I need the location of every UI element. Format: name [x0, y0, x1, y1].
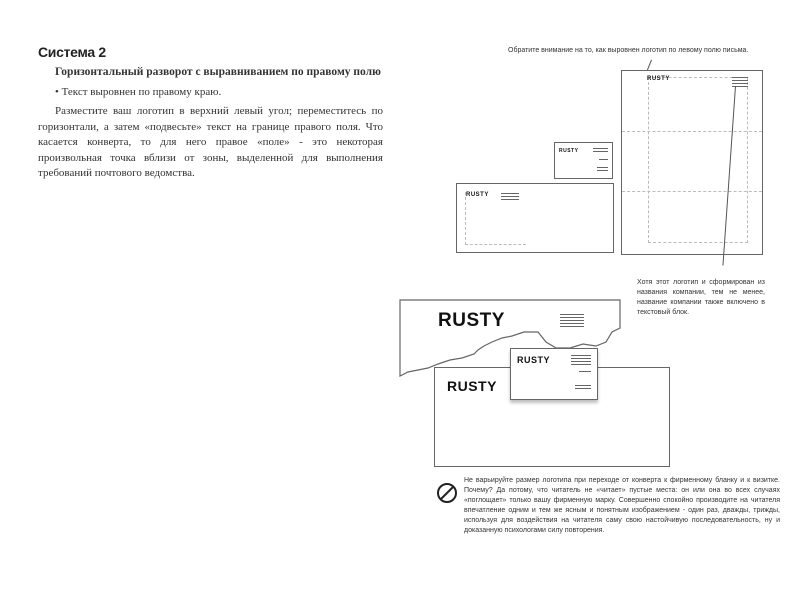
card-phone-large: [579, 371, 591, 373]
card-address-small: [593, 148, 608, 154]
envelope-logo-large: RUSTY: [447, 378, 497, 394]
body-paragraph: Разместите ваш логотип в верхний левый угол; переместитесь по горизонтали, а затем «подвесьте» текст на границе правого поля. Что касается конверта, то для него правое «поле» - это некоторая произвольная точка вблизи от зоны, выделенной для выполнения требований почтового ведомства.: [38, 105, 383, 179]
letterhead-logo: RUSTY: [647, 76, 670, 82]
fold-line-2: [622, 191, 762, 192]
envelope-small: [456, 183, 614, 253]
card-phone-small: [599, 159, 608, 161]
caption-middle: Хотя этот логотип и сформирован из названия компании, тем не менее, название компании также включено в текстовый блок.: [637, 279, 765, 316]
card-logo-small: RUSTY: [559, 148, 579, 154]
caption-bottom: Не варьируйте размер логотипа при переходе от конверта к фирменному бланку и к визитке. Почему? Да потому, что читатель не «читает» пустые места: он или она во всех случаях «поглощает» только вашу фирменную марку. Совершенно спокойно производите на читателя впечатление одним и тем же ясным и понятным изображением - один раз, дважды, трижды, используя для воздействия на читателя саму свою настойчивую последовательность, ну и доказанную психологами силу повторения.: [464, 477, 780, 534]
fold-line-1: [622, 131, 762, 132]
torn-letterhead-logo: RUSTY: [438, 310, 505, 331]
torn-letterhead-address: [560, 314, 584, 328]
caption-top: Обратите внимание на то, как выровнен логотип по левому полю письма.: [508, 47, 749, 54]
section-title: Система 2: [38, 44, 106, 60]
bullet-item: [55, 86, 221, 98]
card-address-large: [571, 355, 591, 365]
section-subtitle: Горизонтальный разворот с выравниванием по правому полю: [55, 66, 381, 78]
prohibition-icon: [437, 483, 457, 503]
card-name-large: [575, 385, 591, 391]
envelope-address-small: [501, 193, 519, 200]
letterhead-sheet: [621, 70, 763, 255]
bullet-marker: •: [55, 86, 59, 98]
business-card-large: [510, 348, 598, 400]
card-name-small: [597, 167, 608, 172]
business-card-small: [554, 142, 613, 179]
bullet-text: Текст выровнен по правому краю.: [61, 86, 222, 98]
card-logo-large: RUSTY: [517, 355, 551, 365]
envelope-logo-small: RUSTY: [466, 192, 489, 198]
